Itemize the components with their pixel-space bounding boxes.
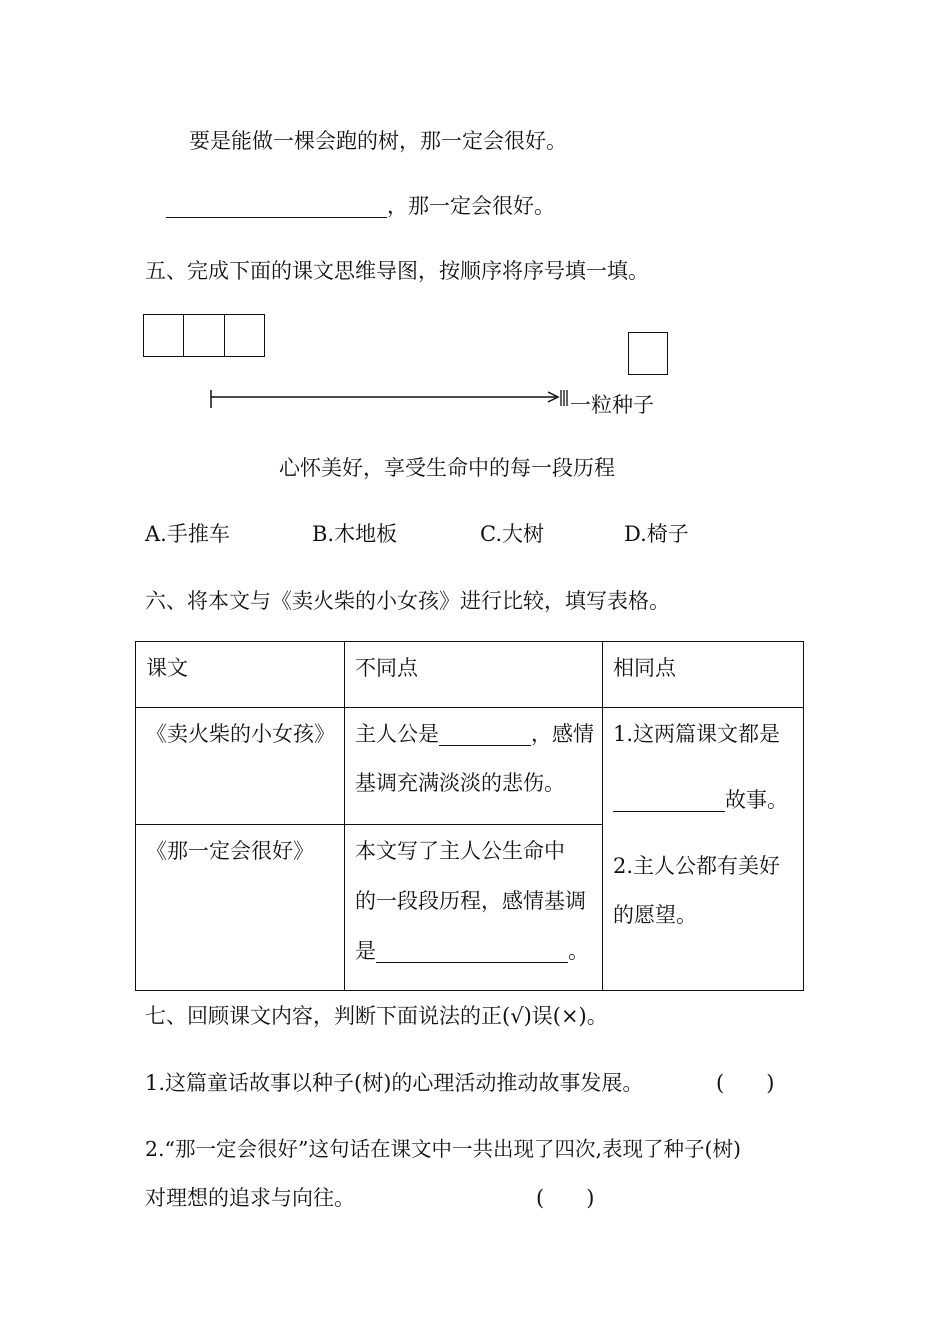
comparison-table xyxy=(135,641,804,991)
fill-sentence xyxy=(166,196,555,218)
judgement-item-2: 2.“那一定会很好”这句话在课文中一共出现了四次,表现了种子(树) xyxy=(145,1137,742,1161)
option-d: D.椅子 xyxy=(624,522,689,546)
fill-suffix: ，那一定会很好。 xyxy=(387,194,555,218)
answer-blank[interactable] xyxy=(439,724,531,746)
option-c: C.大树 xyxy=(480,522,544,546)
similarity-cell: 1.这两篇课文都是 故事。 2.主人公都有美好 的愿望。 xyxy=(603,708,804,991)
answer-box-2[interactable] xyxy=(183,314,225,357)
header-cell: 相同点 xyxy=(603,642,804,708)
example-sentence: 要是能做一棵会跑的树，那一定会很好。 xyxy=(189,129,567,153)
answer-blank[interactable] xyxy=(166,196,387,218)
section-5-heading: 五、完成下面的课文思维导图，按顺序将序号填一填。 xyxy=(145,259,649,283)
difference-cell: 本文写了主人公生命中 的一段段历程，感情基调 是 。 xyxy=(345,825,603,991)
section-6-heading: 六、将本文与《卖火柴的小女孩》进行比较，填写表格。 xyxy=(145,589,670,613)
judgement-answer-1[interactable]: ( ) xyxy=(716,1071,775,1095)
option-a: A.手推车 xyxy=(145,522,230,546)
answer-blank[interactable] xyxy=(376,941,568,963)
header-cell: 课文 xyxy=(136,642,345,708)
timeline-arrow xyxy=(200,384,580,414)
section-7-heading: 七、回顾课文内容，判断下面说法的正(√)误(×)。 xyxy=(145,1004,608,1028)
header-cell: 不同点 xyxy=(345,642,603,708)
answer-box-1[interactable] xyxy=(143,314,184,357)
mindmap-theme: 心怀美好，享受生命中的每一段历程 xyxy=(279,456,615,480)
judgement-answer-2[interactable]: ( ) xyxy=(536,1186,595,1210)
judgement-item-1: 1.这篇童话故事以种子(树)的心理活动推动故事发展。 xyxy=(145,1071,644,1095)
option-b: B.木地板 xyxy=(312,522,398,546)
text-title-cell: 《卖火柴的小女孩》 xyxy=(136,708,345,825)
table-row xyxy=(136,708,804,825)
judgement-item-2-cont: 对理想的追求与向往。 xyxy=(145,1186,355,1210)
answer-box-4[interactable] xyxy=(628,332,668,375)
difference-cell: 主人公是 ，感情 基调充满淡淡的悲伤。 xyxy=(345,708,603,825)
arrow-end-label: 一粒种子 xyxy=(570,393,654,417)
text-title-cell: 《那一定会很好》 xyxy=(136,825,345,991)
answer-box-3[interactable] xyxy=(224,314,265,357)
table-header-row xyxy=(136,642,804,708)
answer-blank[interactable] xyxy=(613,790,725,812)
